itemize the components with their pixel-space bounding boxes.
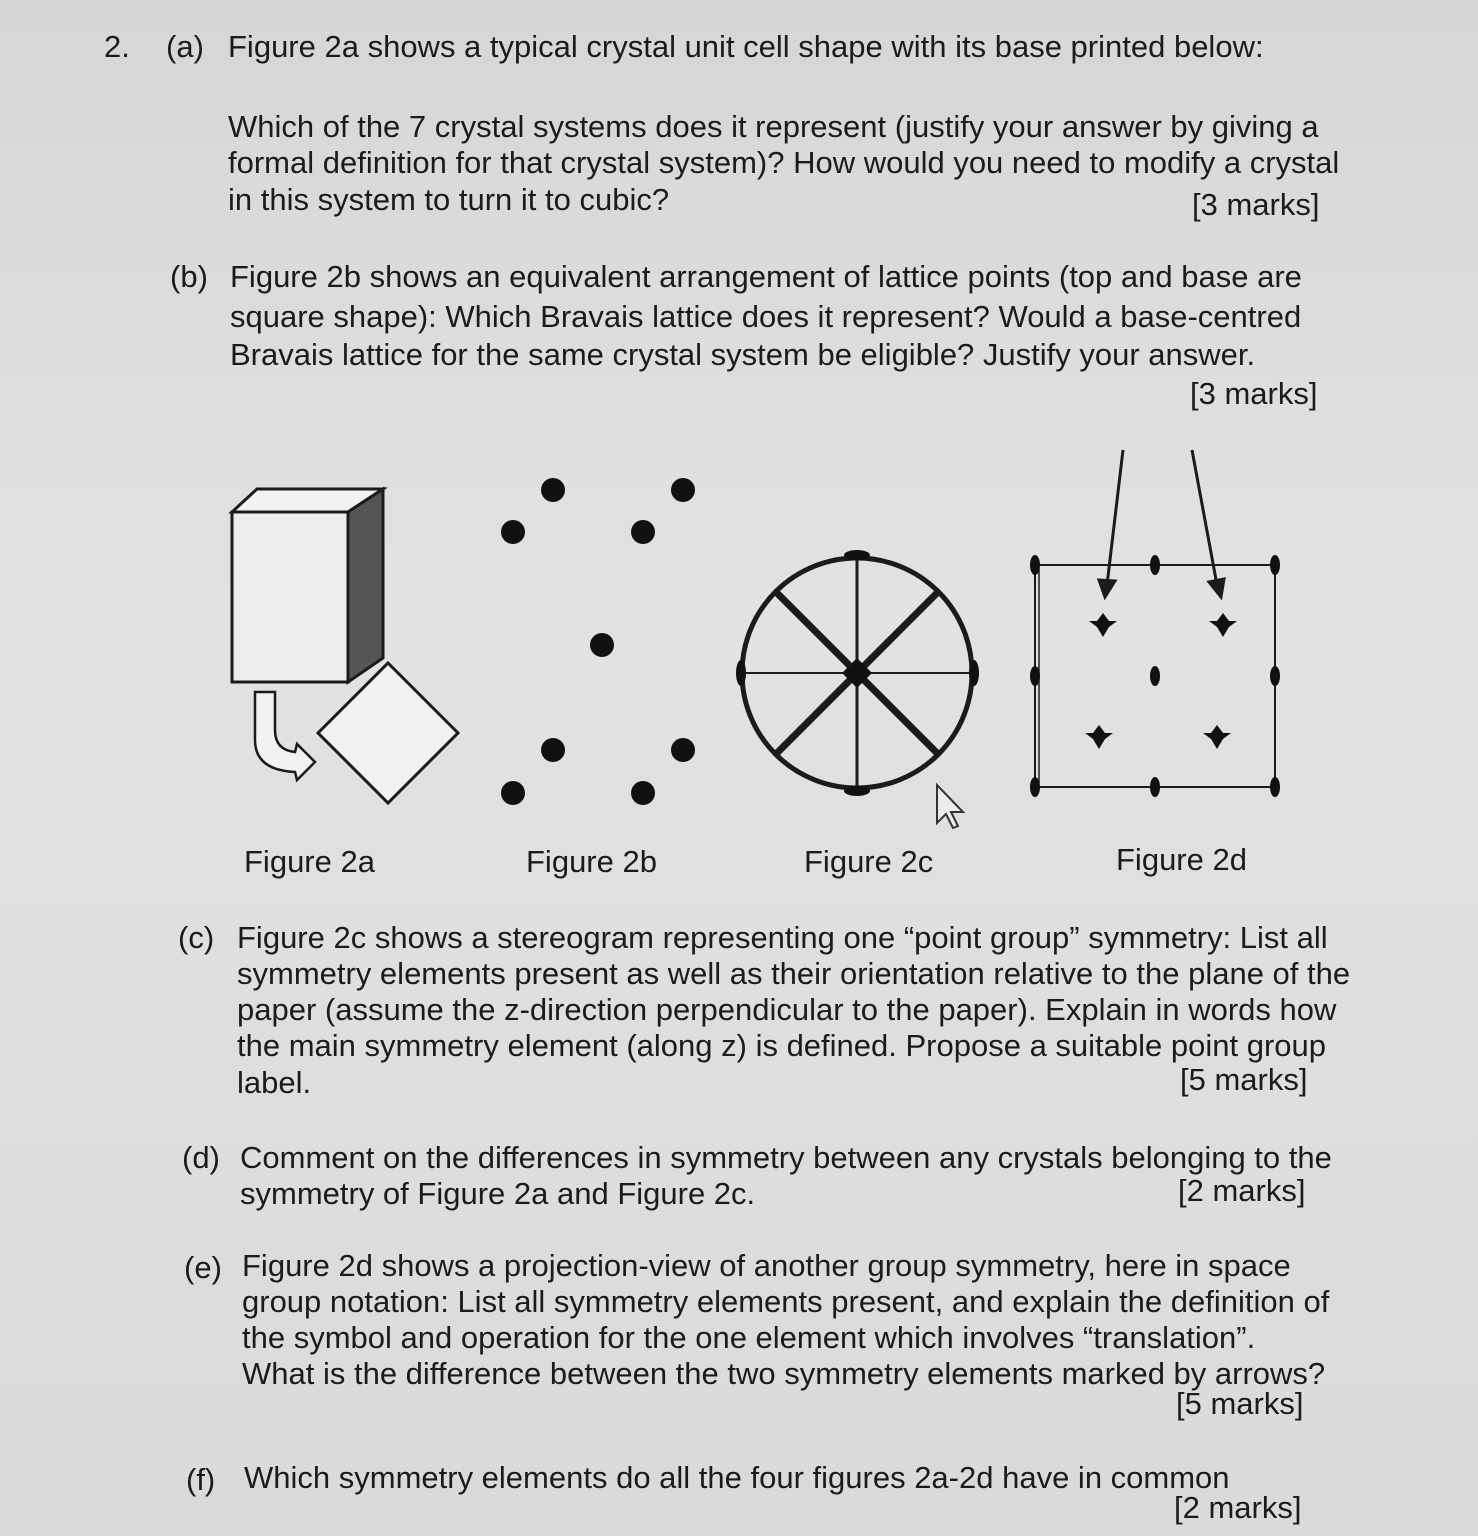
part-e-line: Figure 2d shows a projection-view of another group symmetry, here in space	[242, 1248, 1291, 1283]
screw-axis-symbol	[1085, 725, 1113, 749]
part-e-line: group notation: List all symmetry elements present, and explain the definition of	[242, 1284, 1330, 1319]
part-b-line: Figure 2b shows an equivalent arrangement of lattice points (top and base are	[230, 259, 1302, 294]
part-b-line: Bravais lattice for the same crystal system be eligible? Justify your answer.	[230, 337, 1256, 372]
part-a-marks: [3 marks]	[1192, 187, 1320, 222]
part-c-label: (c)	[178, 920, 215, 955]
part-e-marks: [5 marks]	[1176, 1386, 1304, 1421]
part-b-marks: [3 marks]	[1190, 376, 1318, 411]
screw-axis-symbol	[1089, 613, 1117, 637]
part-c-line: label.	[237, 1065, 312, 1100]
lattice-point	[541, 738, 565, 762]
part-d-label: (d)	[182, 1140, 220, 1175]
mirror-marker	[736, 660, 746, 686]
part-d-line: symmetry of Figure 2a and Figure 2c.	[240, 1176, 756, 1211]
screw-axis-symbol	[1209, 613, 1237, 637]
figure-2d-diagram	[1025, 445, 1295, 805]
question-number: 2.	[104, 29, 130, 64]
part-b-label: (b)	[170, 259, 208, 294]
part-a-line: Which of the 7 crystal systems does it represent (justify your answer by giving a	[228, 109, 1319, 144]
mouse-cursor-icon	[937, 785, 963, 828]
part-a-line: in this system to turn it to cubic?	[228, 182, 670, 217]
part-a-line: formal definition for that crystal system)? How would you need to modify a crystal	[228, 145, 1340, 180]
figure-2c-caption: Figure 2c	[804, 844, 934, 879]
lattice-point	[541, 478, 565, 502]
twofold-axis-marker	[1150, 666, 1160, 686]
twofold-axis-marker	[1270, 555, 1280, 575]
lattice-point	[671, 738, 695, 762]
figure-2a-caption: Figure 2a	[244, 844, 375, 879]
arrow-icon	[1099, 450, 1224, 597]
lattice-point	[501, 520, 525, 544]
part-e-label: (e)	[184, 1250, 222, 1285]
lattice-point	[631, 781, 655, 805]
twofold-axis-marker	[1270, 666, 1280, 686]
twofold-axis-marker	[1270, 777, 1280, 797]
part-a-intro: Figure 2a shows a typical crystal unit cell shape with its base printed below:	[228, 29, 1264, 64]
twofold-axis-marker	[1030, 777, 1040, 797]
lattice-point	[671, 478, 695, 502]
figure-2b-caption: Figure 2b	[526, 844, 657, 879]
mirror-marker	[844, 550, 870, 560]
screw-axis-symbol	[1203, 725, 1231, 749]
twofold-axis-marker	[1030, 555, 1040, 575]
figure-2d-caption: Figure 2d	[1116, 842, 1247, 877]
figure-2b-diagram	[495, 475, 695, 805]
figure-2a-diagram	[225, 480, 465, 810]
part-e-line: What is the difference between the two symmetry elements marked by arrows?	[242, 1356, 1326, 1391]
part-d-line: Comment on the differences in symmetry between any crystals belonging to the	[240, 1140, 1332, 1175]
twofold-axis-marker	[1030, 666, 1040, 686]
part-c-line: paper (assume the z-direction perpendicular to the paper). Explain in words how	[237, 992, 1337, 1027]
part-c-line: symmetry elements present as well as their orientation relative to the plane of the	[237, 956, 1351, 991]
part-d-marks: [2 marks]	[1178, 1173, 1306, 1208]
twofold-axis-marker	[1150, 777, 1160, 797]
part-b-line: square shape): Which Bravais lattice does it represent? Would a base-centred	[230, 299, 1302, 334]
part-f-marks: [2 marks]	[1174, 1490, 1302, 1525]
part-a-label: (a)	[166, 29, 204, 64]
lattice-point	[590, 633, 614, 657]
figure-2c-diagram	[734, 545, 984, 845]
mirror-marker	[969, 660, 979, 686]
part-f-label: (f)	[186, 1462, 216, 1497]
part-c-marks: [5 marks]	[1180, 1062, 1308, 1097]
part-c-line: the main symmetry element (along z) is defined. Propose a suitable point group	[237, 1028, 1327, 1063]
part-e-line: the symbol and operation for the one element which involves “translation”.	[242, 1320, 1256, 1355]
mirror-marker	[844, 786, 870, 796]
part-c-line: Figure 2c shows a stereogram representing one “point group” symmetry: List all	[237, 920, 1328, 955]
part-f-line: Which symmetry elements do all the four figures 2a-2d have in common	[244, 1460, 1230, 1495]
twofold-axis-marker	[1150, 555, 1160, 575]
lattice-point	[631, 520, 655, 544]
lattice-point	[501, 781, 525, 805]
